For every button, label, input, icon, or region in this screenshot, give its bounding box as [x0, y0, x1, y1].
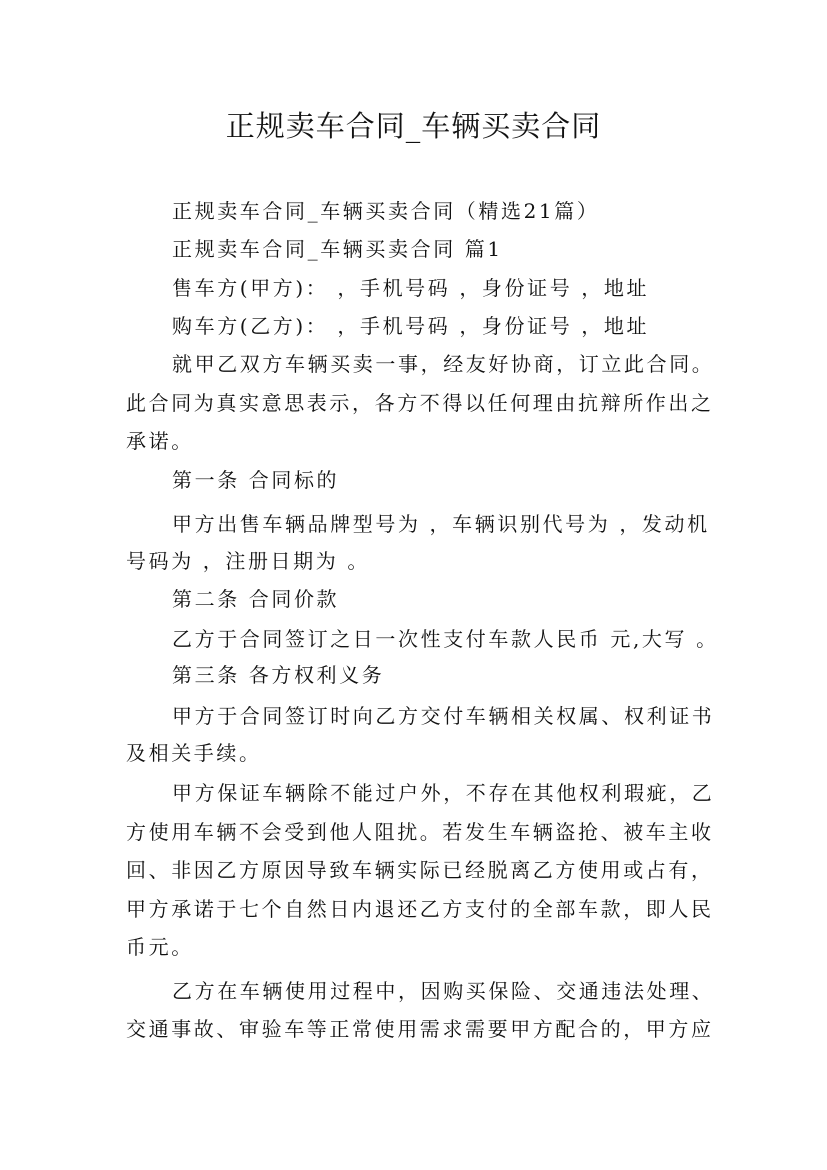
paragraph-line: 号码为 ，注册日期为 。: [126, 549, 370, 573]
paragraph-line: 甲方承诺于七个自然日内退还乙方支付的全部车款，即人民: [126, 897, 714, 921]
buyer-line: 购车方(乙方)： ，手机号码 ，身份证号 ，地址: [172, 314, 650, 338]
paragraph-line: 甲方保证车辆除不能过户外，不存在其他权利瑕疵，乙: [172, 781, 715, 805]
paragraph-line: 乙方在车辆使用过程中，因购买保险、交通违法处理、: [172, 979, 715, 1003]
seller-line: 售车方(甲方)： ，手机号码 ，身份证号 ，地址: [172, 276, 650, 300]
paragraph-line: 甲方于合同签订时向乙方交付车辆相关权属、权利证书: [172, 704, 715, 728]
article-heading: 第三条 各方权利义务: [172, 663, 385, 687]
paragraph-line: 币元。: [126, 935, 194, 959]
section-heading: 正规卖车合同_车辆买卖合同 篇1: [172, 237, 503, 261]
article-heading: 第二条 合同价款: [172, 587, 340, 611]
paragraph-line: 交通事故、审验车等正常使用需求需要甲方配合的，甲方应: [126, 1017, 714, 1041]
document-title: 正规卖车合同_车辆买卖合同: [225, 109, 602, 143]
paragraph-line: 回、非因乙方原因导致车辆实际已经脱离乙方使用或占有，: [126, 858, 714, 882]
paragraph-line: 承诺。: [126, 429, 194, 453]
subtitle-line: 正规卖车合同_车辆买卖合同（精选21篇）: [172, 199, 600, 223]
paragraph-line: 方使用车辆不会受到他人阻扰。若发生车辆盗抢、被车主收: [126, 820, 714, 844]
paragraph-line: 乙方于合同签订之日一次性支付车款人民币 元,大写 。: [172, 627, 719, 651]
article-heading: 第一条 合同标的: [172, 468, 340, 492]
paragraph-line: 就甲乙双方车辆买卖一事，经友好协商，订立此合同。: [172, 352, 715, 376]
paragraph-line: 甲方出售车辆品牌型号为 ，车辆识别代号为 ，发动机: [172, 512, 710, 536]
paragraph-line: 此合同为真实意思表示，各方不得以任何理由抗辩所作出之: [126, 391, 714, 415]
paragraph-line: 及相关手续。: [126, 741, 262, 765]
